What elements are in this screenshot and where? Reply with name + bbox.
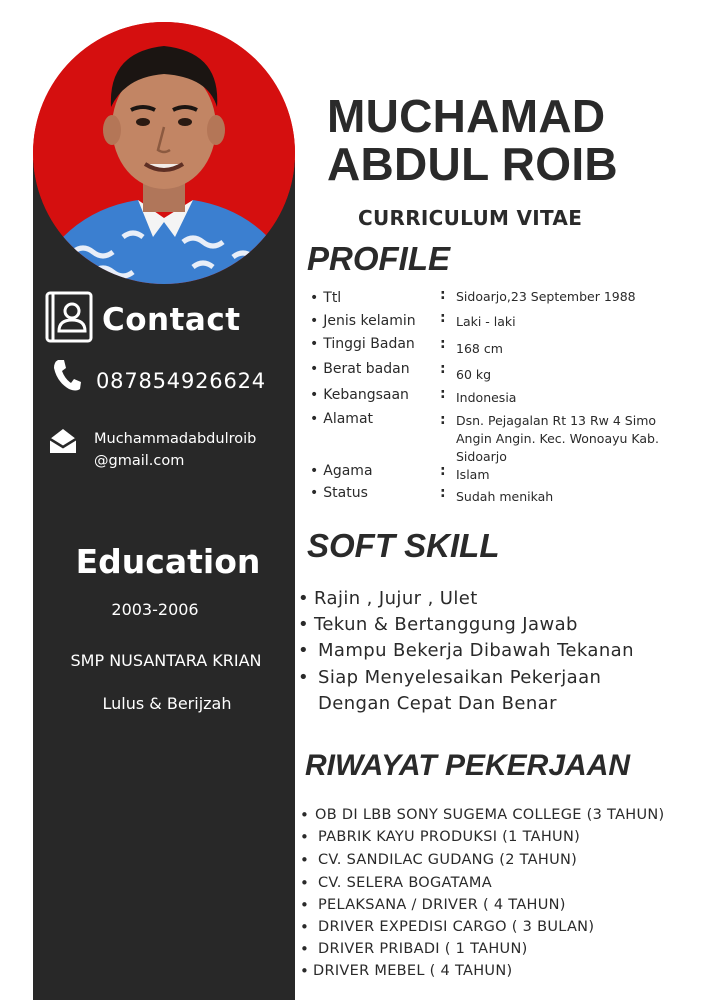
bullet: •	[298, 640, 309, 661]
bullet: •	[298, 588, 309, 609]
job-item: DRIVER MEBEL ( 4 TAHUN)	[313, 963, 513, 979]
bullet: •	[300, 940, 309, 958]
profile-label: • Kebangsaan	[310, 387, 409, 403]
skill-item: Rajin , Jujur , Ulet	[314, 588, 478, 609]
job-item: CV. SELERA BOGATAMA	[318, 875, 492, 891]
email-line-1: Muchammadabdulroib	[94, 431, 257, 447]
soft-skill-title: SOFT SKILL	[307, 527, 500, 564]
education-school: SMP NUSANTARA KRIAN	[70, 651, 262, 670]
profile-value: Sidoarjo,23 September 1988	[456, 289, 636, 304]
skill-item: Tekun & Bertanggung Jawab	[314, 614, 578, 635]
profile-label: • Status	[310, 485, 368, 501]
profile-value: Dsn. Pejagalan Rt 13 Rw 4 Simo Angin Angin. Kec. Wonoayu Kab. Sidoarjo	[456, 413, 659, 464]
bullet: •	[300, 918, 309, 936]
bullet: •	[300, 962, 309, 980]
skill-item: Mampu Bekerja Dibawah Tekanan	[318, 640, 634, 661]
email-address	[94, 428, 294, 472]
name-line-1: MUCHAMAD	[327, 90, 606, 142]
contact-title: Contact	[102, 302, 241, 338]
profile-value: Sudah menikah	[456, 489, 554, 504]
colon-separator: :	[440, 463, 446, 479]
name-line-2: ABDUL ROIB	[327, 138, 618, 190]
colon-separator: :	[440, 361, 446, 377]
bullet: •	[300, 874, 309, 892]
profile-value: Islam	[456, 467, 490, 482]
profile-photo	[33, 22, 295, 284]
job-item: PELAKSANA / DRIVER ( 4 TAHUN)	[318, 897, 566, 913]
profile-value: 168 cm	[456, 341, 503, 356]
profile-label: • Jenis kelamin	[310, 313, 416, 329]
skill-item: Dengan Cepat Dan Benar	[318, 693, 557, 714]
job-item: DRIVER EXPEDISI CARGO ( 3 BULAN)	[318, 919, 595, 935]
profile-label: • Tinggi Badan	[310, 336, 415, 352]
document-subtitle: CURRICULUM VITAE	[358, 206, 583, 230]
colon-separator: :	[440, 310, 446, 326]
colon-separator: :	[440, 485, 446, 501]
colon-separator: :	[440, 287, 446, 303]
profile-value: Laki - laki	[456, 314, 516, 329]
contact-card-icon	[45, 291, 93, 343]
colon-separator: :	[440, 412, 446, 428]
bullet: •	[300, 851, 309, 869]
profile-value: 60 kg	[456, 367, 492, 382]
job-item: OB DI LBB SONY SUGEMA COLLEGE (3 TAHUN)	[315, 807, 665, 823]
colon-separator: :	[440, 386, 446, 402]
bullet: •	[300, 896, 309, 914]
full-name	[327, 92, 618, 188]
profile-label: • Alamat	[310, 411, 373, 427]
skill-item: Siap Menyelesaikan Pekerjaan	[318, 667, 602, 688]
envelope-icon	[48, 427, 78, 455]
phone-icon	[52, 358, 82, 392]
work-history-title: RIWAYAT PEKERJAAN	[305, 749, 631, 782]
bullet: •	[300, 806, 309, 824]
profile-label: • Agama	[310, 463, 373, 479]
job-item: CV. SANDILAC GUDANG (2 TAHUN)	[318, 852, 578, 868]
profile-value: Indonesia	[456, 390, 517, 405]
education-status: Lulus & Berijzah	[102, 694, 232, 713]
bullet: •	[300, 828, 309, 846]
job-item: PABRIK KAYU PRODUKSI (1 TAHUN)	[318, 829, 581, 845]
colon-separator: :	[440, 336, 446, 352]
education-title: Education	[75, 542, 261, 581]
profile-label: • Berat badan	[310, 361, 410, 377]
education-years: 2003-2006	[111, 600, 199, 619]
bullet: •	[298, 667, 309, 688]
job-item: DRIVER PRIBADI ( 1 TAHUN)	[318, 941, 528, 957]
phone-number: 087854926624	[96, 369, 266, 393]
profile-label: • Ttl	[310, 290, 341, 306]
bullet: •	[298, 614, 309, 635]
email-line-2: @gmail.com	[94, 453, 185, 469]
profile-title: PROFILE	[307, 240, 451, 277]
